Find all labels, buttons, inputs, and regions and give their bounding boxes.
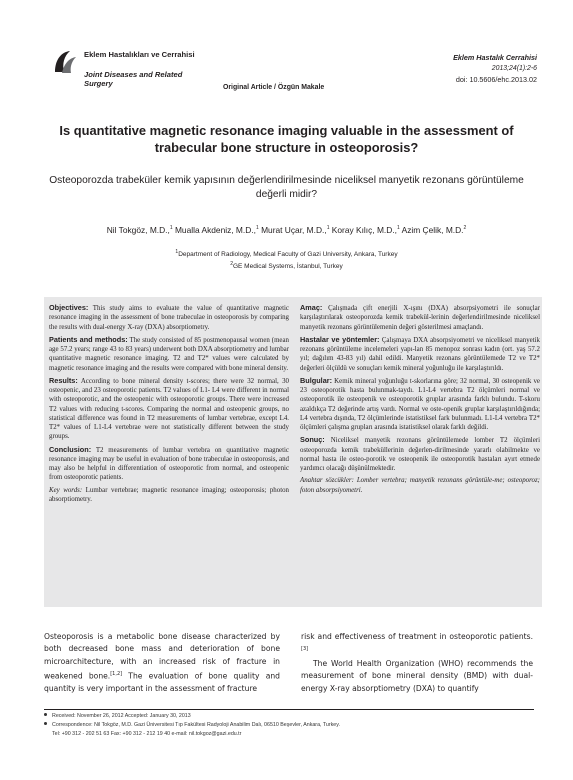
body-text: Osteoporosis is a metabolic bone disease characterized by both decreased bone mass and deterioration of bone microarchitecture, with an increased risk of fracture in weakened bone. xyxy=(44,632,280,681)
body-column-left xyxy=(44,631,280,695)
bullet-icon xyxy=(44,722,47,725)
author-affiliation-mark: 1 xyxy=(255,225,259,232)
abstract-label: Amaç: xyxy=(300,303,323,312)
body-column-right xyxy=(301,631,533,695)
citation: [3] xyxy=(301,646,309,653)
abstract-anahtar xyxy=(300,476,540,495)
body-text: The evaluation of bone quality and quantity is very important in the assessment of fracture xyxy=(44,671,280,693)
body-text: risk and effectiveness of treatment in osteoporotic patients. xyxy=(301,632,533,641)
abstract-label: Objectives: xyxy=(49,303,89,312)
author-name: Murat Uçar, M.D., xyxy=(261,225,327,235)
abstract-english xyxy=(49,303,289,507)
footer-divider xyxy=(44,709,534,710)
bullet-icon xyxy=(44,713,47,716)
journal-name-tr: Eklem Hastalıkları ve Cerrahisi xyxy=(84,50,195,59)
abstract-text: This study aims to evaluate the value of quantitative magnetic resonance imaging in the assessment of bone trabeculae in osteoporosis by comparing the results with dual-energy X-ray (DXA) absorptiometry. xyxy=(49,305,289,331)
journal-name-short: Eklem Hastalık Cerrahisi xyxy=(453,53,537,62)
doi: doi: 10.5606/ehc.2013.02 xyxy=(455,75,537,84)
author-name: Koray Kılıç, M.D., xyxy=(331,225,397,235)
author-affiliation-mark: 1 xyxy=(169,225,173,232)
abstract-keywords xyxy=(49,486,289,505)
author-name: Mualla Akdeniz, M.D., xyxy=(174,225,256,235)
affiliation-text: Department of Radiology, Medical Faculty of Gazi University, Ankara, Turkey xyxy=(178,251,398,259)
footer-notes xyxy=(44,712,534,739)
citation: [1,2] xyxy=(110,670,123,677)
abstract-methods xyxy=(49,335,289,373)
abstract-text: Niceliksel manyetik rezonans görüntülemede lomber T2 ölçümleri osteoporozda kemik trabeküllerinin değerlen-dirilmesinde yararlı olabilmekte ve normal hasta ile osteo-porotik ve osteopenik ile osteoporotik hastaları ayırt etmede yardımcı olacağı düşünülmektedir. xyxy=(300,437,540,473)
author-affiliation-mark: 1 xyxy=(396,225,400,232)
contact-line: Tel: +90 312 - 202 51 63 Fax: +90 312 - 212 19 40 e-mail: nil.tokgoz@gazi.edu.tr xyxy=(52,731,242,737)
keywords-text: Lomber vertebra; manyetik rezonans görüntüle-me; osteoporoz; foton absorpsiyometri. xyxy=(300,477,540,494)
affiliation-text: GE Medical Systems, İstanbul, Turkey xyxy=(232,263,343,271)
abstract-label: Results: xyxy=(49,375,78,385)
author-name: Nil Tokgöz, M.D., xyxy=(106,225,170,235)
abstract-text: The study consisted of 85 postmenopausal women (mean age 57.2 years; range 43 to 83 years) underwent both DXA absorptiometry and lumbar quantitative magnetic resonance imaging. T2 and T2* values were calculated by magnetic resonance imaging and the results were compared with bone mineral density. xyxy=(49,336,289,372)
author-list xyxy=(30,225,543,235)
keywords-label: Anahtar sözcükler: xyxy=(300,477,354,485)
abstract-objectives xyxy=(49,303,289,332)
abstract-text: Kemik mineral yoğunluğu t-skorlarına göre; 32 normal, 30 osteopenik ve 23 osteoporotik hasta bulunmak-taydı. L1-L4 vertebra T2 ölçümleri normal ve osteoporotik ile osteopenik ve osteoporotik gruplar arasında farklı bulundu. T-skoru azaldıkça T2 değerinde artış vardı. Normal ve oste-openik gruplar karşılaştırıldığında; L4 vertebra dışında, T2 ölçümlerinde istatistiksel fark bulunmadı. L1-L4 vertebra T2* ölçümleri çalışma grupları arasında istatistiksel olarak farklı değildi. xyxy=(300,377,540,432)
abstract-label: Sonuç: xyxy=(300,435,325,445)
journal-name-en: Joint Diseases and Related Surgery xyxy=(84,70,183,88)
abstract-text: Çalışmada çift enerjili X-ışını (DXA) absorpsiyometri ile sonuçlar karşılaştırılarak osteoporozda kemik trabekül-lerinin değerlendirilmesinde niceliksel manyetik rezonans görüntülemenin değeri gösterilmesi amaçlandı. xyxy=(300,305,540,331)
abstract-label: Conclusion: xyxy=(49,444,92,454)
affiliation-number: 2 xyxy=(230,261,233,267)
abstract-text: Çalışmaya DXA absorpsiyometri ve niceliksel manyetik rezonans görüntüleme incelemeleri yapı-lan 85 menopoz sonrası kadın (ort. yaş 57.2 yıl; dağılım 43-83 yıl) dahil edildi. Manyetik rezonans görüntülemede T2 ve T2* değerleri ölçüldü ve sonuçları kemik mineral yoğunluğu ile karşılaştırıldı. xyxy=(300,336,540,372)
body-paragraph xyxy=(301,631,533,658)
affiliation xyxy=(30,249,543,258)
author-affiliation-mark: 1 xyxy=(326,225,330,232)
keywords-label: Key words: xyxy=(49,486,83,494)
abstract-label: Bulgular: xyxy=(300,375,333,385)
abstract-sonuc xyxy=(300,435,540,473)
body-paragraph xyxy=(44,631,280,695)
abstract-turkish xyxy=(300,303,540,498)
article-title: Is quantitative magnetic resonance imaging valuable in the assessment of trabecular bone structure in osteoporosis? xyxy=(59,123,514,155)
abstract-label: Hastalar ve yöntemler: xyxy=(300,334,380,344)
author-affiliation-mark: 2 xyxy=(463,225,467,232)
article-type: Original Article / Özgün Makale xyxy=(223,84,325,91)
abstract-yontem xyxy=(300,335,540,373)
journal-info xyxy=(453,52,537,85)
abstract-label: Patients and methods: xyxy=(49,334,128,344)
correspondence-line xyxy=(44,721,534,730)
volume-issue: 2013;24(1):2-6 xyxy=(491,65,537,72)
received-dates: Received: November 26, 2012 Accepted: January 30, 2013 xyxy=(52,713,191,719)
abstract-conclusion xyxy=(49,445,289,483)
author-name: Azim Çelik, M.D. xyxy=(401,225,464,235)
abstract-text: T2 measurements of lumbar vertebra on quantitative magnetic resonance imaging may be useful in evaluation of bone trabeculae in osteoporosis, and may also be helpful in differentiation of osteoporotic from normal, and osteopenic from osteoporotic patients. xyxy=(49,446,289,482)
abstract-text: According to bone mineral density t-scores; there were 32 normal, 30 osteopenic, and 23 osteoporotic patients. T2 values of L1- L4 were different in normal with osteoporotic, and the osteopenic with osteoporotic groups. There were increased T2 values with reducing t-scores. Comparing the normal and osteopenic groups, no statistical difference was found in T2 measurements of lumbar vertebrae, except L4. T2* values of L1-L4 vertebrae were not statistically different between the study groups. xyxy=(49,377,289,441)
journal-logo-icon xyxy=(52,48,78,76)
affiliation-number: 1 xyxy=(175,249,179,255)
article-title-tr: Osteoporozda trabeküler kemik yapısının değerlendirilmesinde niceliksel manyetik rezonans görüntüleme değerli midir? xyxy=(49,175,524,200)
keywords-text: Lumbar vertebrae; magnetic resonance imaging; osteoporosis; photon absorptiometry. xyxy=(49,486,289,503)
correspondence-text: Correspondence: Nil Tokgöz, M.D. Gazi Üniversitesi Tıp Fakültesi Radyoloji Anabilim Dalı, 06510 Beşevler, Ankara, Turkey. xyxy=(52,722,340,728)
abstract-bulgular xyxy=(300,376,540,433)
affiliation xyxy=(30,261,543,270)
body-paragraph: The World Health Organization (WHO) recommends the measurement of bone mineral density (BMD) with dual-energy X-ray absorptiometry (DXA) to quantify xyxy=(301,659,533,693)
abstract-results xyxy=(49,376,289,442)
received-line xyxy=(44,712,534,721)
abstract-amac xyxy=(300,303,540,332)
